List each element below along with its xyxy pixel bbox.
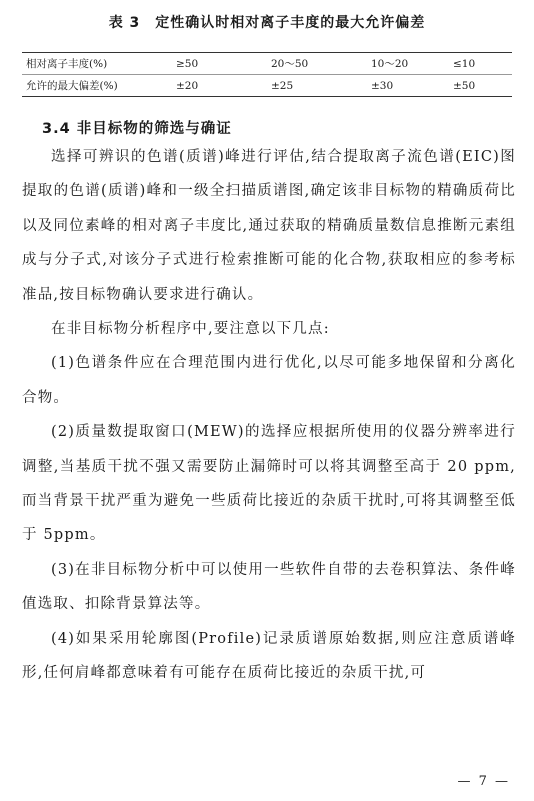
paragraph: 选择可辨识的色谱(质谱)峰进行评估,结合提取离子流色谱(EIC)图提取的色谱(质谱)峰和一级全扫描质谱图,确定该非目标物的精确质荷比以及同位素峰的相对离子丰度比,通过获取的精确质量数信息推断元素组成与分子式,对该分子式进行检索推断可能的化合物,获取相应的参考标准品,按目标物确认要求进行确认。 — [22, 149, 516, 303]
table-cell: 相对离子丰度(%) — [22, 53, 172, 75]
table-cell: 20～50 — [267, 53, 367, 75]
paragraph: 在非目标物分析程序中,要注意以下几点: — [51, 321, 330, 338]
table-cell: ≥50 — [172, 53, 267, 75]
table-cell: ±25 — [267, 75, 367, 97]
table-row — [22, 75, 512, 97]
table-cell: 允许的最大偏差(%) — [22, 75, 172, 97]
paragraph: (1)色谱条件应在合理范围内进行优化,以尽可能多地保留和分离化合物。 — [22, 355, 516, 406]
section-heading: 3.4 非目标物的筛选与确证 — [42, 121, 232, 137]
table-cell: ±50 — [449, 75, 512, 97]
table-title: 表 3 定性确认时相对离子丰度的最大允许偏差 — [108, 15, 426, 31]
deviation-table — [22, 52, 512, 97]
page-number: — 7 — — [457, 774, 510, 789]
paragraph: (4)如果采用轮廓图(Profile)记录质谱原始数据,则应注意质谱峰形,任何肩峰都意味着有可能存在质荷比接近的杂质干扰,可 — [22, 630, 516, 682]
body-text — [22, 140, 516, 691]
paragraph: (3)在非目标物分析中可以使用一些软件自带的去卷积算法、条件峰值选取、扣除背景算法等。 — [22, 561, 516, 613]
table-cell: ±20 — [172, 75, 267, 97]
paragraph: (2)质量数提取窗口(MEW)的选择应根据所使用的仪器分辨率进行调整,当基质干扰不强又需要防止漏筛时可以将其调整至高于 20 ppm,而当背景干扰严重为避免一些质荷比接近的杂质干扰时,可将其调整至低于 5ppm。 — [22, 424, 516, 544]
table-cell: ±30 — [367, 75, 449, 97]
table-cell: 10～20 — [367, 53, 449, 75]
table-row — [22, 53, 512, 75]
table-cell: ≤10 — [449, 53, 512, 75]
